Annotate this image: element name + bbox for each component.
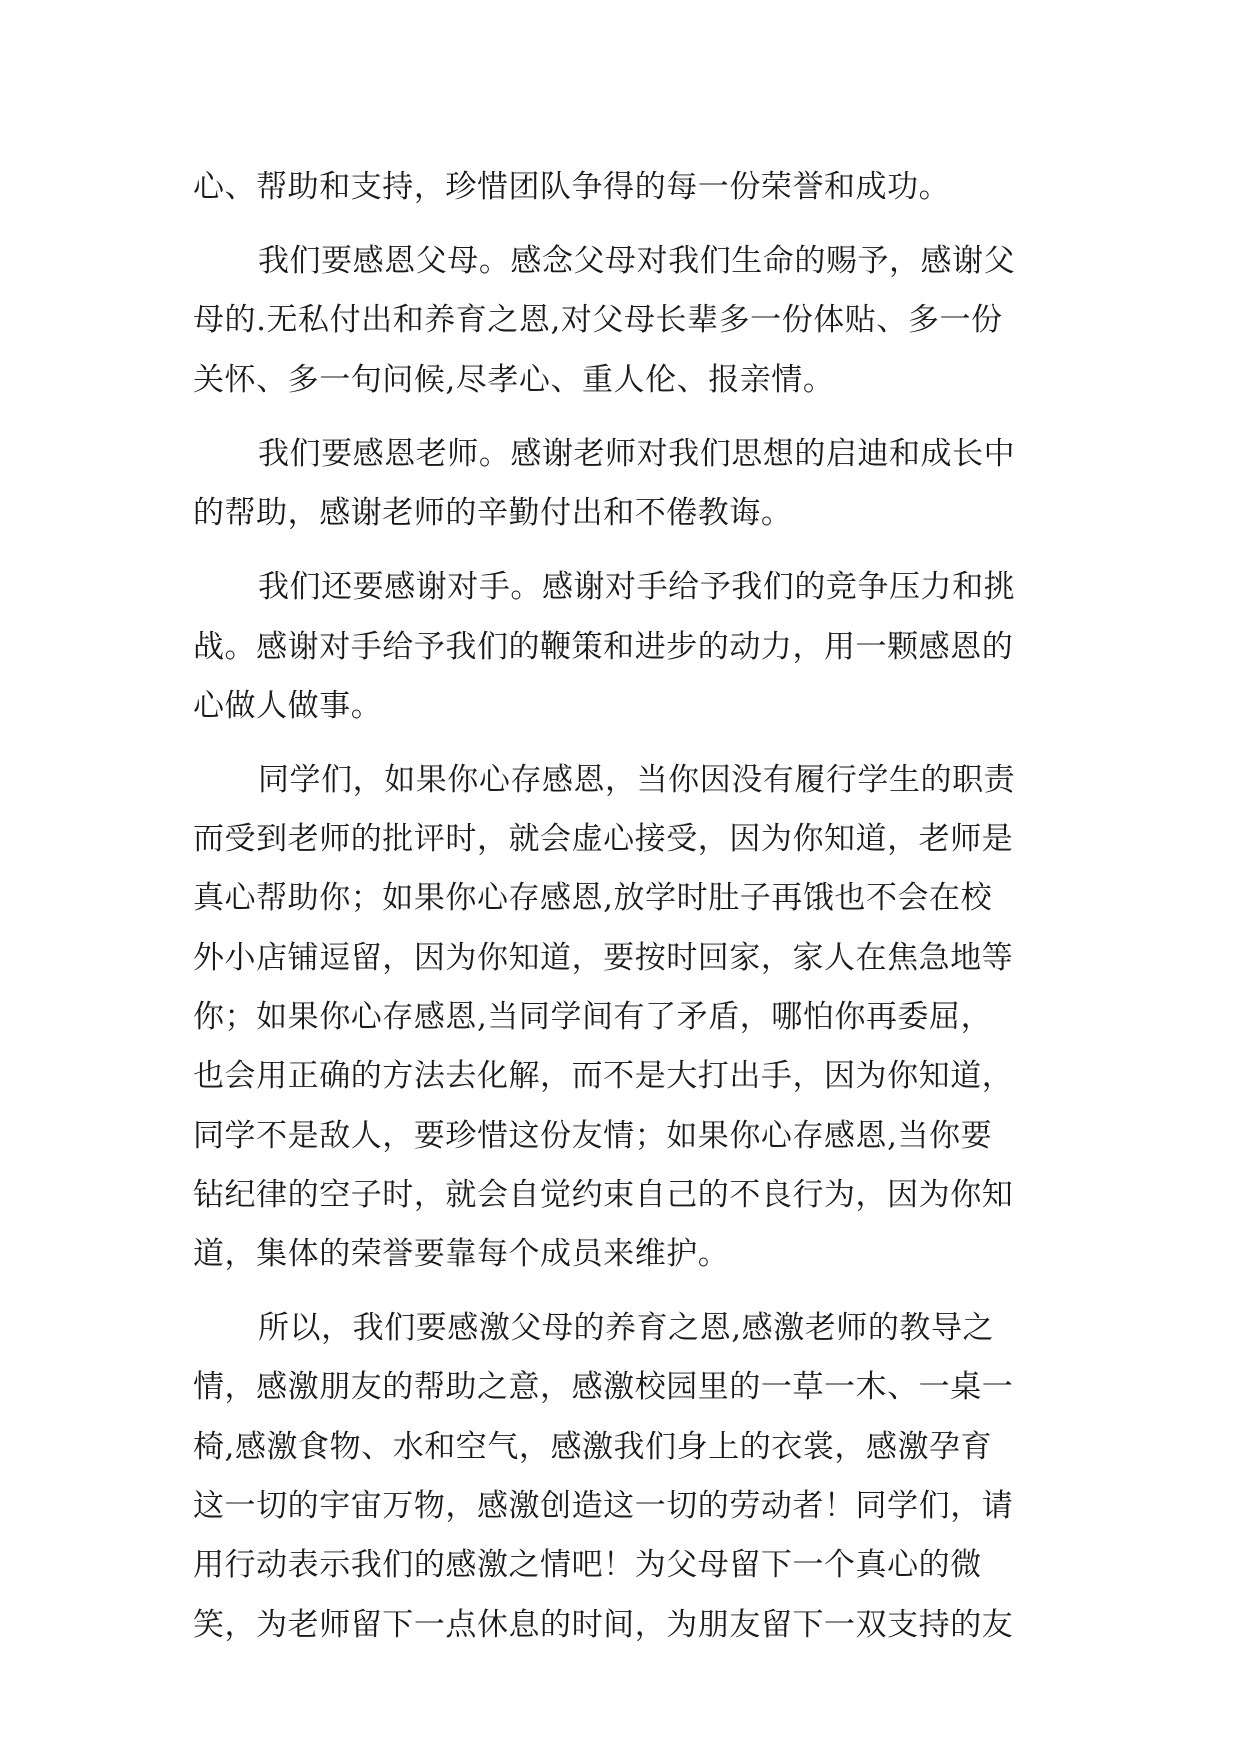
text-line: 而受到老师的批评时，就会虚心接受，因为你知道，老师是 bbox=[193, 821, 1014, 857]
text-line: 战。感谢对手给予我们的鞭策和进步的动力，用一颗感恩的 bbox=[193, 629, 1014, 665]
text-line: 道，集体的荣誉要靠每个成员来维护。 bbox=[193, 1236, 730, 1272]
text-line: 心、帮助和支持，珍惜团队争得的每一份荣誉和成功。 bbox=[193, 169, 951, 205]
text-line: 的帮助，感谢老师的辛勤付出和不倦教诲。 bbox=[193, 495, 793, 531]
text-line: 这一切的宇宙万物，感激创造这一切的劳动者！同学们，请 bbox=[193, 1488, 1014, 1524]
text-line: 母的.无私付出和养育之恩,对父母长辈多一份体贴、多一份 bbox=[193, 302, 1003, 338]
text-line: 同学不是敌人，要珍惜这份友情；如果你心存感恩,当你要 bbox=[193, 1118, 993, 1154]
text-line: 真心帮助你；如果你心存感恩,放学时肚子再饿也不会在校 bbox=[193, 880, 993, 916]
text-line: 关怀、多一句问候,尽孝心、重人伦、报亲情。 bbox=[193, 362, 835, 398]
text-line: 椅,感激食物、水和空气，感激我们身上的衣裳，感激孕育 bbox=[193, 1429, 993, 1465]
paragraph-first-line: 同学们，如果你心存感恩，当你因没有履行学生的职责 bbox=[258, 762, 1016, 798]
text-line: 心做人做事。 bbox=[193, 688, 383, 724]
paragraph-first-line: 我们要感恩老师。感谢老师对我们思想的启迪和成长中 bbox=[258, 436, 1016, 472]
text-line: 用行动表示我们的感激之情吧！为父母留下一个真心的微 bbox=[193, 1547, 982, 1583]
text-line: 情，感激朋友的帮助之意，感激校园里的一草一木、一桌一 bbox=[193, 1369, 1014, 1405]
text-line: 你；如果你心存感恩,当同学间有了矛盾，哪怕你再委屈， bbox=[193, 999, 993, 1035]
text-line: 钻纪律的空子时，就会自觉约束自己的不良行为，因为你知 bbox=[193, 1177, 1014, 1213]
text-line: 笑，为老师留下一点休息的时间，为朋友留下一双支持的友 bbox=[193, 1607, 1014, 1643]
paragraph-first-line: 所以，我们要感激父母的养育之恩,感激老师的教导之 bbox=[258, 1310, 995, 1346]
paragraph-first-line: 我们还要感谢对手。感谢对手给予我们的竞争压力和挑 bbox=[258, 569, 1016, 605]
paragraph-first-line: 我们要感恩父母。感念父母对我们生命的赐予，感谢父 bbox=[258, 243, 1016, 279]
text-line: 外小店铺逗留，因为你知道，要按时回家，家人在焦急地等 bbox=[193, 940, 1014, 976]
text-line: 也会用正确的方法去化解，而不是大打出手，因为你知道， bbox=[193, 1058, 1014, 1094]
